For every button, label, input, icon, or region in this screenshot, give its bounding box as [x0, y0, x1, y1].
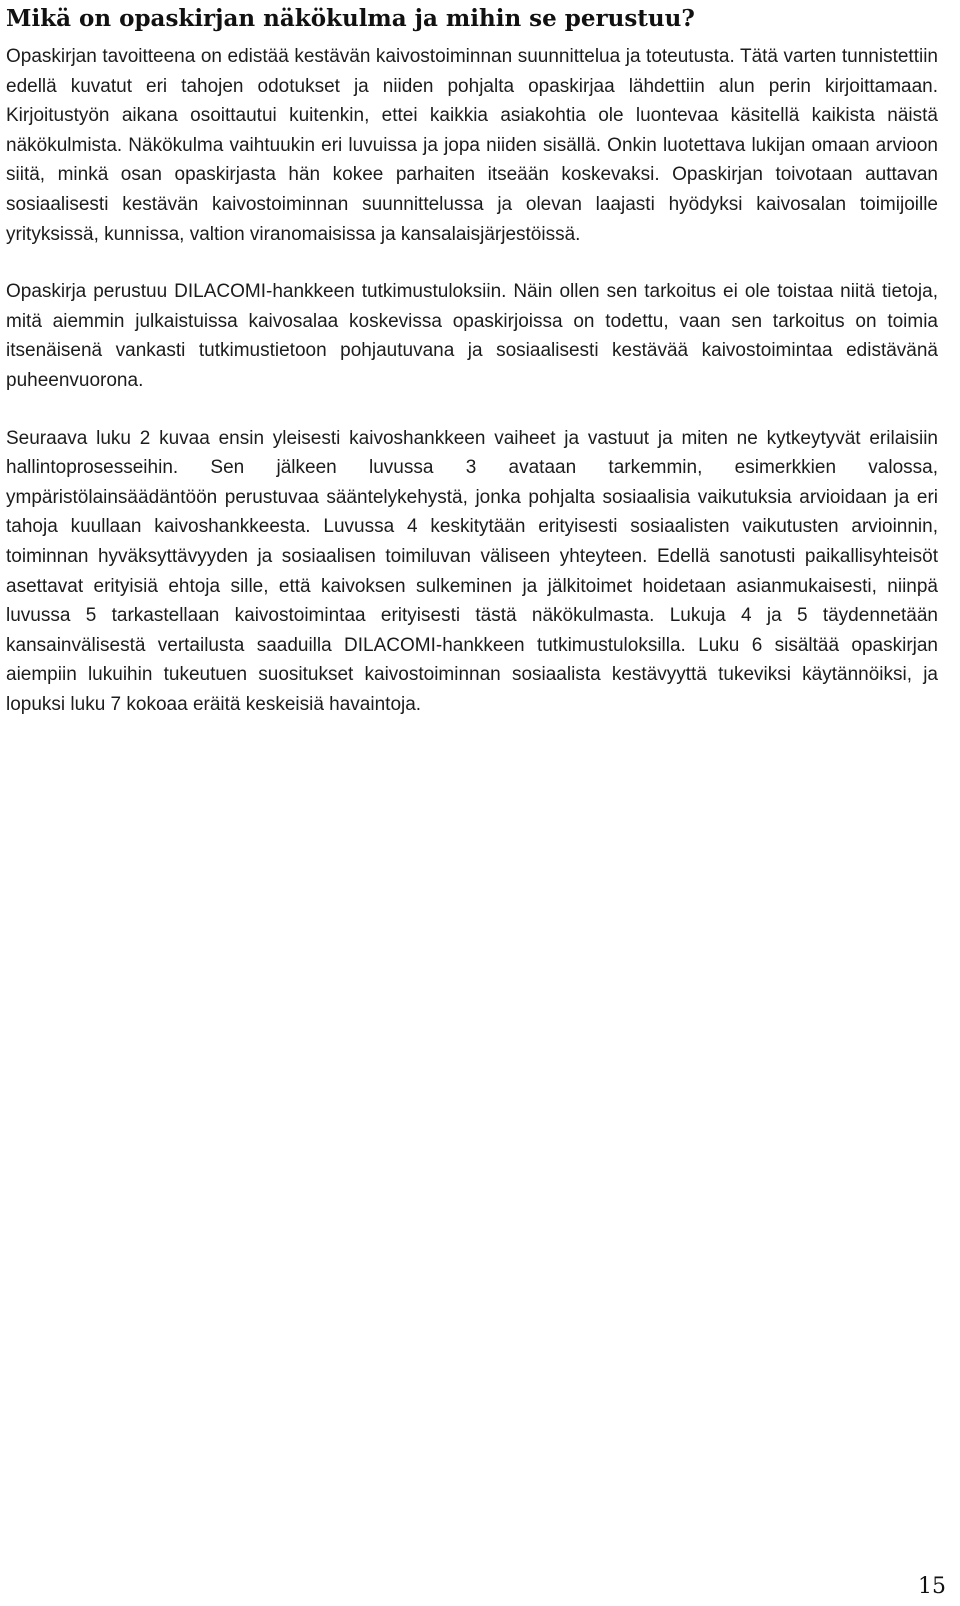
page-number: 15: [918, 1574, 946, 1599]
paragraph-basis: Opaskirja perustuu DILACOMI-hankkeen tutkimustuloksiin. Näin ollen sen tarkoitus ei ole toistaa niitä tietoja, mitä aiemmin julkaistuissa kaivosalaa koskevissa opaskirjoissa on todettu, vaan sen tarkoitus on toimia itsenäisenä vankasti tutkimustietoon pohjautuvana ja sosiaalisesti kestävää kaivostoimintaa edistävänä puheenvuorona.: [6, 281, 938, 391]
paragraph-purpose: Opaskirjan tavoitteena on edistää kestävän kaivostoiminnan suunnittelua ja toteutusta. Tätä varten tunnistettiin edellä kuvatut eri tahojen odotukset ja niiden pohjalta opaskirjaa lähdettiin alun perin kirjoittamaan. Kirjoitustyön aikana osoittautui kuitenkin, ettei kaikkia asiakohtia ole luontevaa käsitellä kaikista näistä näkökulmista. Näkökulma vaihtuukin eri luvuissa ja jopa niiden sisällä. Onkin luotettava lukijan omaan arvioon siitä, minkä osan opaskirjasta hän kokee parhaiten itseään koskevaksi. Opaskirjan toivotaan auttavan sosiaalisesti kestävän kaivostoiminnan suunnittelussa ja olevan laajasti hyödyksi kaivosalan toimijoille yrityksissä, kunnissa, valtion viranomaisissa ja kansalaisjärjestöissä.: [6, 46, 938, 245]
body-text: [6, 42, 938, 719]
section-heading: Mikä on opaskirjan näkökulma ja mihin se perustuu?: [6, 5, 695, 32]
paragraph-chapter-overview: Seuraava luku 2 kuvaa ensin yleisesti kaivoshankkeen vaiheet ja vastuut ja miten ne kytkeytyvät erilaisiin hallintoprosesseihin. Sen jälkeen luvussa 3 avataan tarkemmin, esimerkkien valossa, ympäristölainsäädäntöön perustuvaa sääntelykehystä, jonka pohjalta sosiaalisia vaikutuksia arvioidaan ja eri tahoja kuullaan kaivoshankkeesta. Luvussa 4 keskitytään erityisesti sosiaalisten vaikutusten arvioinnin, toiminnan hyväksyttävyyden ja sosiaalisen toimiluvan väliseen yhteyteen. Edellä sanotusti paikallisyhteisöt asettavat erityisiä ehtoja sille, että kaivoksen sulkeminen ja jälkitoimet hoidetaan asianmukaisesti, niinpä luvussa 5 tarkastellaan kaivostoimintaa erityisesti tästä näkökulmasta. Lukuja 4 ja 5 täydennetään kansainvälisestä vertailusta saaduilla DILACOMI-hankkeen tutkimustuloksilla. Luku 6 sisältää opaskirjan aiempiin lukuihin tukeutuen suositukset kaivostoiminnan sosiaalista kestävyyttä tukeviksi käytännöiksi, ja lopuksi luku 7 kokoaa eräitä keskeisiä havaintoja.: [6, 427, 938, 715]
